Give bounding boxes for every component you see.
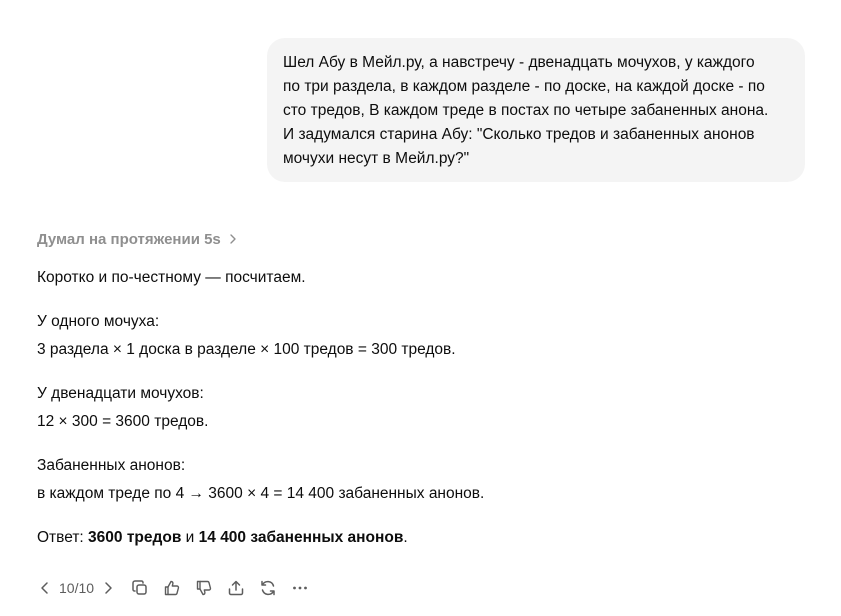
final-answer [37, 527, 408, 549]
answer-intro: Коротко и по-честному — посчитаем. [37, 269, 306, 286]
pager-count: 10/10 [59, 580, 95, 596]
answer-end: . [403, 529, 408, 546]
answer-and: и [181, 529, 199, 546]
section-body: в каждом треде по 4 → 3600 × 4 = 14 400 забаненных анонов. [37, 485, 485, 502]
chevron-right-icon [228, 233, 238, 245]
thumbs-up-icon[interactable] [160, 576, 184, 600]
thought-label: Думал на протяжении 5s [37, 230, 221, 248]
share-icon[interactable] [224, 576, 248, 600]
chevron-left-icon[interactable] [33, 576, 57, 600]
response-pager [33, 576, 120, 600]
answer-threads: 3600 тредов [88, 529, 182, 546]
user-message-line: мочухи несут в Мейл.ру?" [283, 150, 470, 167]
section-title: У двенадцати мочухов: [37, 385, 204, 402]
chevron-right-icon[interactable] [96, 576, 120, 600]
section-title: У одного мочуха: [37, 313, 160, 330]
regenerate-icon[interactable] [256, 576, 280, 600]
thought-toggle[interactable] [37, 228, 238, 250]
more-icon[interactable] [288, 576, 312, 600]
user-message-line: по три раздела, в каждом разделе - по доске, на каждой доске - по [283, 78, 765, 95]
user-message-line: сто тредов, В каждом треде в постах по четыре забаненных анона. [283, 102, 769, 119]
copy-icon[interactable] [128, 576, 152, 600]
user-message-line: И задумался старина Абу: "Сколько тредов и забаненных анонов [283, 126, 755, 143]
section-body: 3 раздела × 1 доска в разделе × 100 тредов = 300 тредов. [37, 341, 456, 358]
answer-prefix: Ответ: [37, 529, 89, 546]
section-title: Забаненных анонов: [37, 457, 186, 474]
user-message-bubble [267, 38, 805, 182]
section-body: 12 × 300 = 3600 тредов. [37, 413, 209, 430]
user-message-line: Шел Абу в Мейл.ру, а навстречу - двенадцать мочухов, у каждого [283, 54, 755, 71]
thumbs-down-icon[interactable] [192, 576, 216, 600]
answer-anons: 14 400 забаненных анонов [198, 529, 404, 546]
message-toolbar [33, 576, 312, 600]
